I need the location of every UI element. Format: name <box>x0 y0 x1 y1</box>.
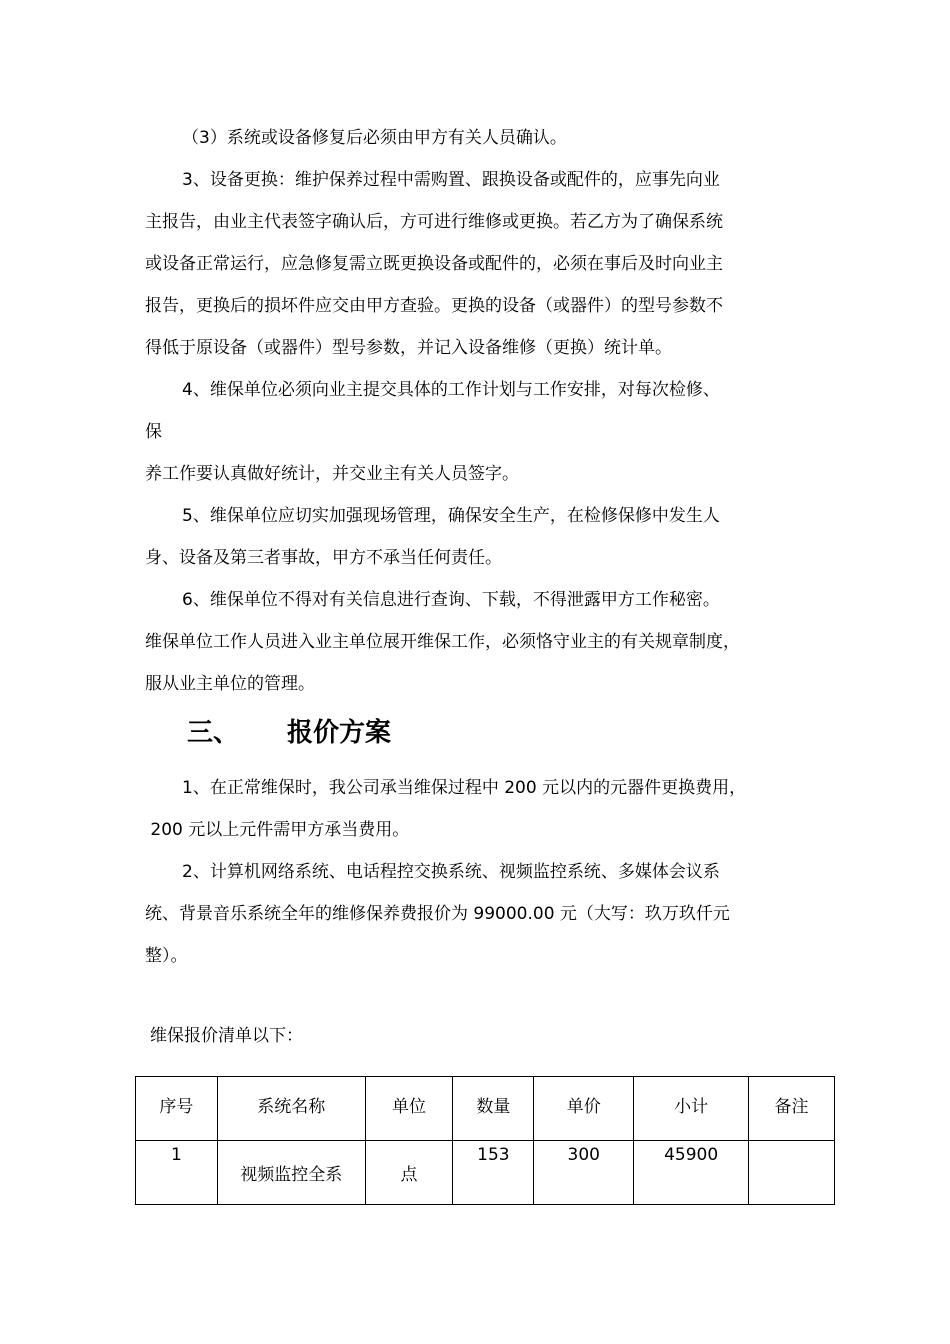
header-cell-subtotal: 小计 <box>634 1077 749 1141</box>
quote-paragraph-line: 2、计算机网络系统、电话程控交换系统、视频监控系统、多媒体会议系 <box>182 862 720 882</box>
header-cell-quantity: 数量 <box>453 1077 534 1141</box>
paragraph-line: （3）系统或设备修复后必须由甲方有关人员确认。 <box>182 128 567 148</box>
cell-unit: 点 <box>365 1141 453 1205</box>
quote-table <box>135 1076 835 1205</box>
quote-paragraph-line: 200 元以上元件需甲方承当费用。 <box>145 820 410 840</box>
section-heading <box>187 716 391 750</box>
cell-system-name: 视频监控全系 <box>217 1141 365 1205</box>
paragraph-line: 4、维保单位必须向业主提交具体的工作计划与工作安排，对每次检修、 <box>182 380 720 400</box>
paragraph-line: 报告，更换后的损坏件应交由甲方查验。更换的设备（或器件）的型号参数不 <box>145 296 723 316</box>
section-number: 三、 <box>187 718 240 748</box>
cell-remarks <box>749 1141 835 1205</box>
quote-paragraph-line: 整）。 <box>145 946 188 966</box>
header-cell-unit: 单位 <box>365 1077 453 1141</box>
paragraph-line: 或设备正常运行，应急修复需立既更换设备或配件的，必须在事后及时向业主 <box>145 254 723 274</box>
header-cell-remarks: 备注 <box>749 1077 835 1141</box>
paragraph-line: 服从业主单位的管理。 <box>145 674 315 694</box>
table-row <box>136 1141 835 1205</box>
cell-quantity: 153 <box>453 1141 534 1205</box>
section-title: 报价方案 <box>287 718 392 748</box>
quote-paragraph-line: 统、背景音乐系统全年的维修保养费报价为 99000.00 元（大写：玖万玖仟元 <box>145 904 730 924</box>
paragraph-line: 6、维保单位不得对有关信息进行查询、下载，不得泄露甲方工作秘密。 <box>182 590 720 610</box>
paragraph-line: 身、设备及第三者事故，甲方不承当任何责任。 <box>145 548 502 568</box>
paragraph-line: 得低于原设备（或器件）型号参数，并记入设备维修（更换）统计单。 <box>145 338 672 358</box>
header-cell-index: 序号 <box>136 1077 218 1141</box>
paragraph-line: 主报告，由业主代表签字确认后，方可进行维修或更换。若乙方为了确保系统 <box>145 212 723 232</box>
header-cell-unit-price: 单价 <box>534 1077 634 1141</box>
paragraph-line: 3、设备更换：维护保养过程中需购置、跟换设备或配件的，应事先向业 <box>182 170 720 190</box>
paragraph-line: 养工作要认真做好统计，并交业主有关人员签字。 <box>145 464 519 484</box>
header-cell-system-name: 系统名称 <box>217 1077 365 1141</box>
cell-index: 1 <box>136 1141 218 1205</box>
cell-unit-price: 300 <box>534 1141 634 1205</box>
table-header-row <box>136 1077 835 1141</box>
paragraph-line: 保 <box>145 422 162 442</box>
paragraph-line: 维保单位工作人员进入业主单位展开维保工作，必须恪守业主的有关规章制度， <box>145 632 740 652</box>
quote-paragraph-line: 1、在正常维保时，我公司承当维保过程中 200 元以内的元器件更换费用， <box>182 778 747 798</box>
list-intro: 维保报价清单以下： <box>150 1026 303 1046</box>
cell-subtotal: 45900 <box>634 1141 749 1205</box>
paragraph-line: 5、维保单位应切实加强现场管理，确保安全生产，在检修保修中发生人 <box>182 506 720 526</box>
